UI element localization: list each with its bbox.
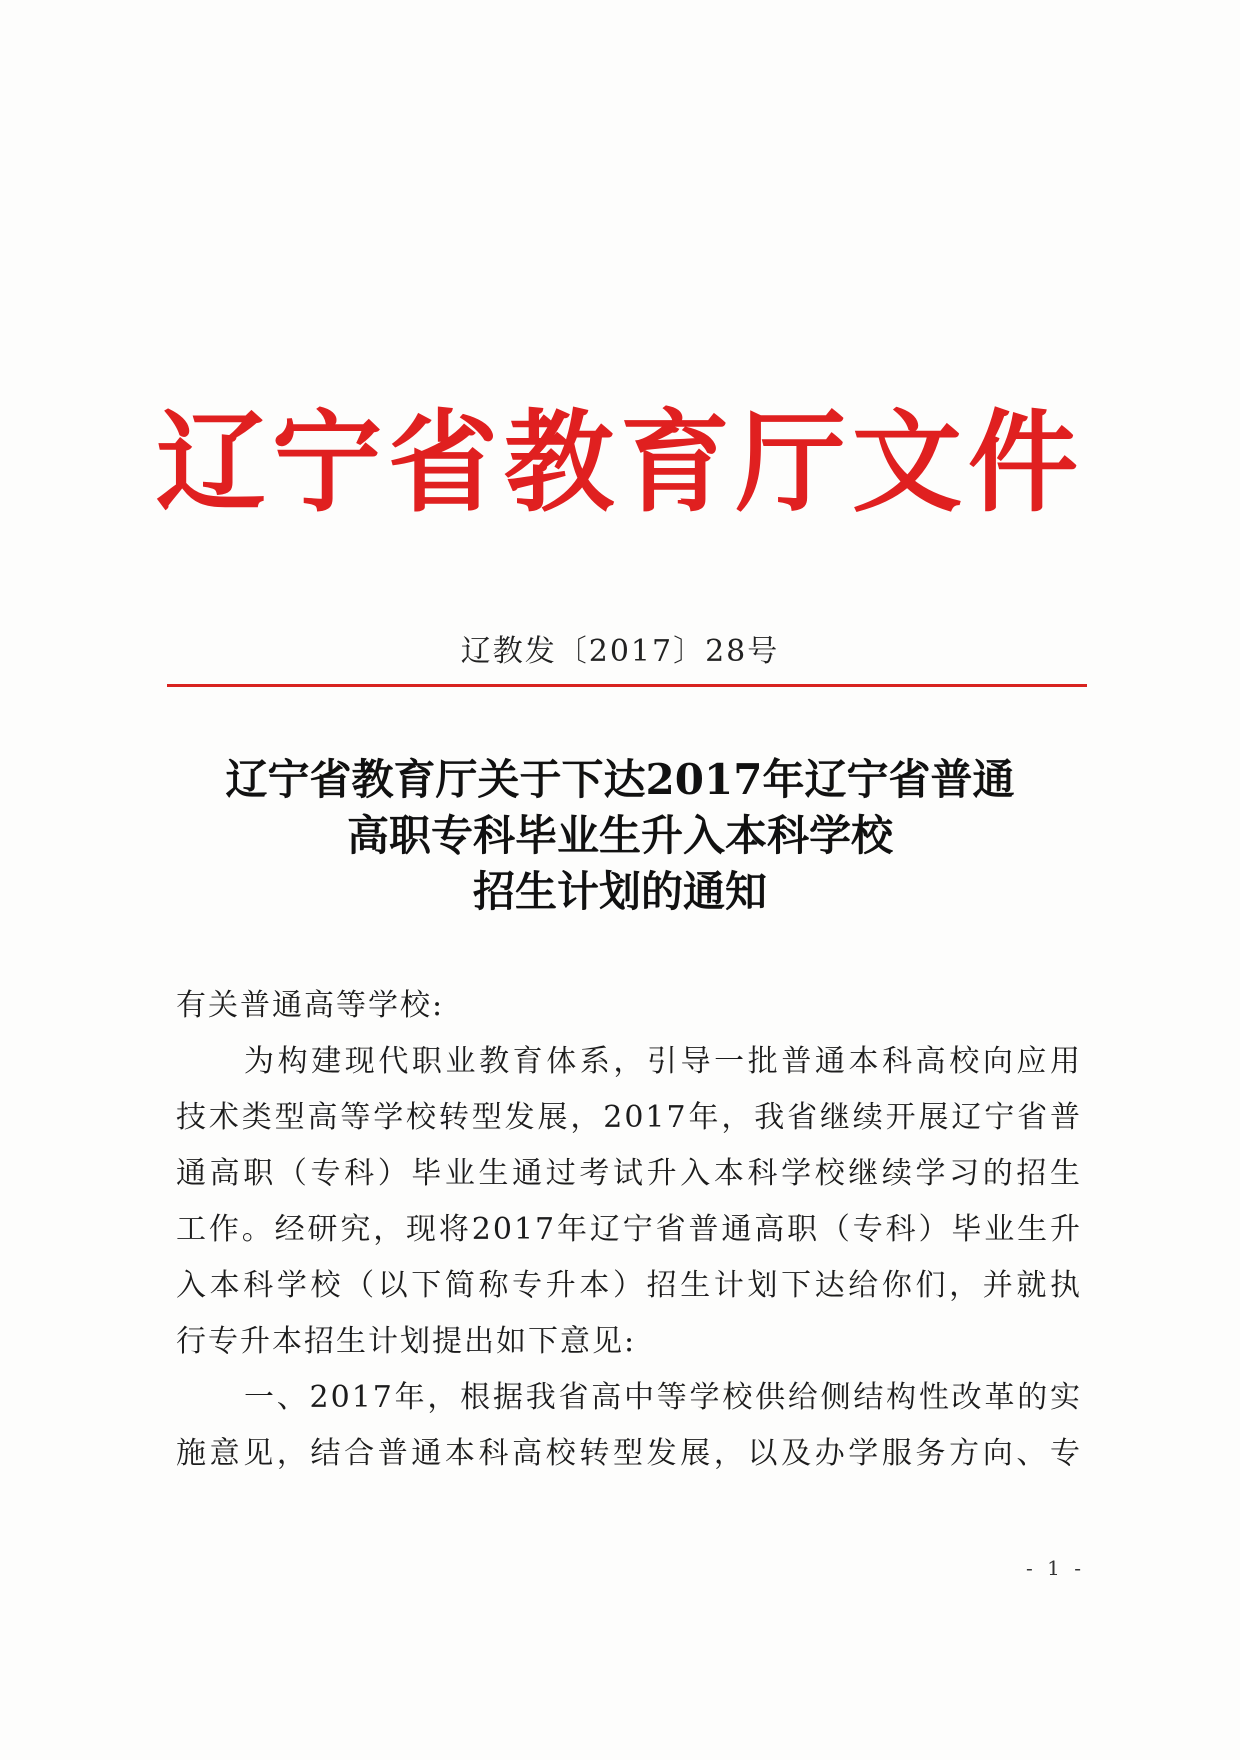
body-line: 为构建现代职业教育体系，引导一批普通本科高校向应用 bbox=[244, 1044, 1082, 1079]
document-body bbox=[176, 978, 1082, 1482]
document-number: 辽教发〔2017〕28号 bbox=[460, 634, 780, 669]
body-line: 施意见，结合普通本科高校转型发展，以及办学服务方向、专 bbox=[176, 1436, 1082, 1471]
document-title bbox=[0, 752, 1240, 920]
title-line: 高职专科毕业生升入本科学校 bbox=[346, 811, 893, 860]
document-masthead: 辽宁省教育厅文件 bbox=[156, 398, 1084, 527]
body-line: 技术类型高等学校转型发展，2017年，我省继续开展辽宁省普 bbox=[176, 1100, 1082, 1135]
title-line: 辽宁省教育厅关于下达2017年辽宁省普通 bbox=[225, 755, 1015, 804]
red-divider-rule bbox=[167, 684, 1087, 687]
salutation: 有关普通高等学校: bbox=[176, 988, 445, 1023]
body-line: 入本科学校（以下简称专升本）招生计划下达给你们，并就执 bbox=[176, 1268, 1082, 1303]
body-line: 一、2017年，根据我省高中等学校供给侧结构性改革的实 bbox=[244, 1380, 1082, 1415]
title-line: 招生计划的通知 bbox=[472, 867, 767, 916]
body-line: 行专升本招生计划提出如下意见: bbox=[176, 1324, 637, 1359]
body-line: 工作。经研究，现将2017年辽宁省普通高职（专科）毕业生升 bbox=[176, 1212, 1082, 1247]
page-number: - 1 - bbox=[1026, 1556, 1085, 1580]
body-line: 通高职（专科）毕业生通过考试升入本科学校继续学习的招生 bbox=[176, 1156, 1082, 1191]
